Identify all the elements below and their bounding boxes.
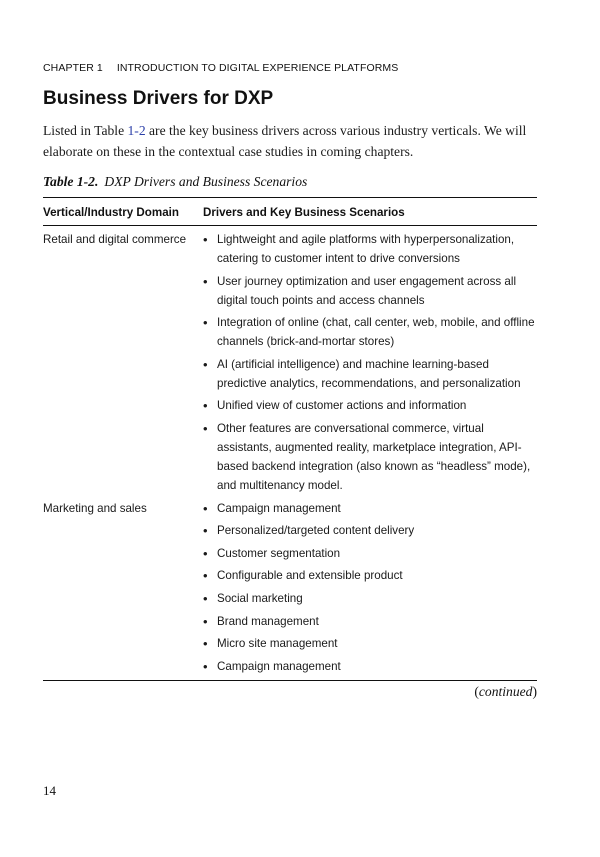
driver-item: • AI (artificial intelligence) and machine learning-based predictive analytics, recommendations, and personalization [203, 355, 535, 393]
row-domain: Retail and digital commerce [43, 233, 187, 246]
driver-item: • Unified view of customer actions and information [203, 396, 535, 415]
driver-list [43, 499, 537, 676]
intro-text-before: Listed in Table [43, 123, 128, 138]
driver-item: • Social marketing [203, 589, 535, 608]
table-row [43, 499, 537, 676]
driver-item: • Other features are conversational commerce, virtual assistants, augmented reality, marketplace integration, API-based backend integration (also known as “headless” mode), and multitenancy model. [203, 419, 535, 495]
intro-paragraph [43, 120, 543, 162]
table-row [43, 230, 537, 495]
table-caption-text: DXP Drivers and Business Scenarios [104, 174, 308, 189]
page-number: 14 [43, 783, 56, 798]
table-bottom-rule [43, 680, 537, 681]
running-header [43, 62, 398, 74]
section-title: Business Drivers for DXP [43, 88, 274, 109]
driver-item: • Brand management [203, 612, 535, 631]
chapter-title: INTRODUCTION TO DIGITAL EXPERIENCE PLATFORMS [116, 62, 399, 74]
continued-note: (continued) [474, 684, 537, 699]
driver-item: • Lightweight and agile platforms with hyperpersonalization, catering to customer intent to drive conversions [203, 230, 535, 268]
driver-item: • User journey optimization and user engagement across all digital touch points and access channels [203, 272, 535, 310]
table-top-rule [43, 197, 537, 198]
driver-item: • Integration of online (chat, call center, web, mobile, and offline channels (brick-and-mortar stores) [203, 313, 535, 351]
table-reference-link[interactable]: 1-2 [127, 123, 146, 138]
driver-item: • Customer segmentation [203, 544, 535, 563]
column-header-drivers: Drivers and Key Business Scenarios [203, 206, 405, 219]
driver-item: • Campaign management [203, 499, 535, 518]
continued-label: continued [478, 684, 533, 699]
table-caption-number: Table 1-2. [43, 174, 99, 189]
column-header-domain: Vertical/Industry Domain [43, 206, 179, 219]
table-body [43, 230, 537, 679]
chapter-label: CHAPTER 1 [43, 62, 103, 74]
driver-item: • Micro site management [203, 634, 535, 653]
table-caption [43, 174, 307, 190]
row-domain: Marketing and sales [43, 501, 147, 515]
intro-text-after: are the key business drivers across various industry verticals. We will elaborate on these in the contextual case studies in coming chapters. [43, 123, 527, 159]
driver-item: • Configurable and extensible product [203, 566, 535, 585]
driver-item: • Campaign management [203, 657, 535, 676]
driver-item: • Personalized/targeted content delivery [203, 521, 535, 540]
driver-list [43, 230, 537, 495]
table-header-rule [43, 225, 537, 226]
